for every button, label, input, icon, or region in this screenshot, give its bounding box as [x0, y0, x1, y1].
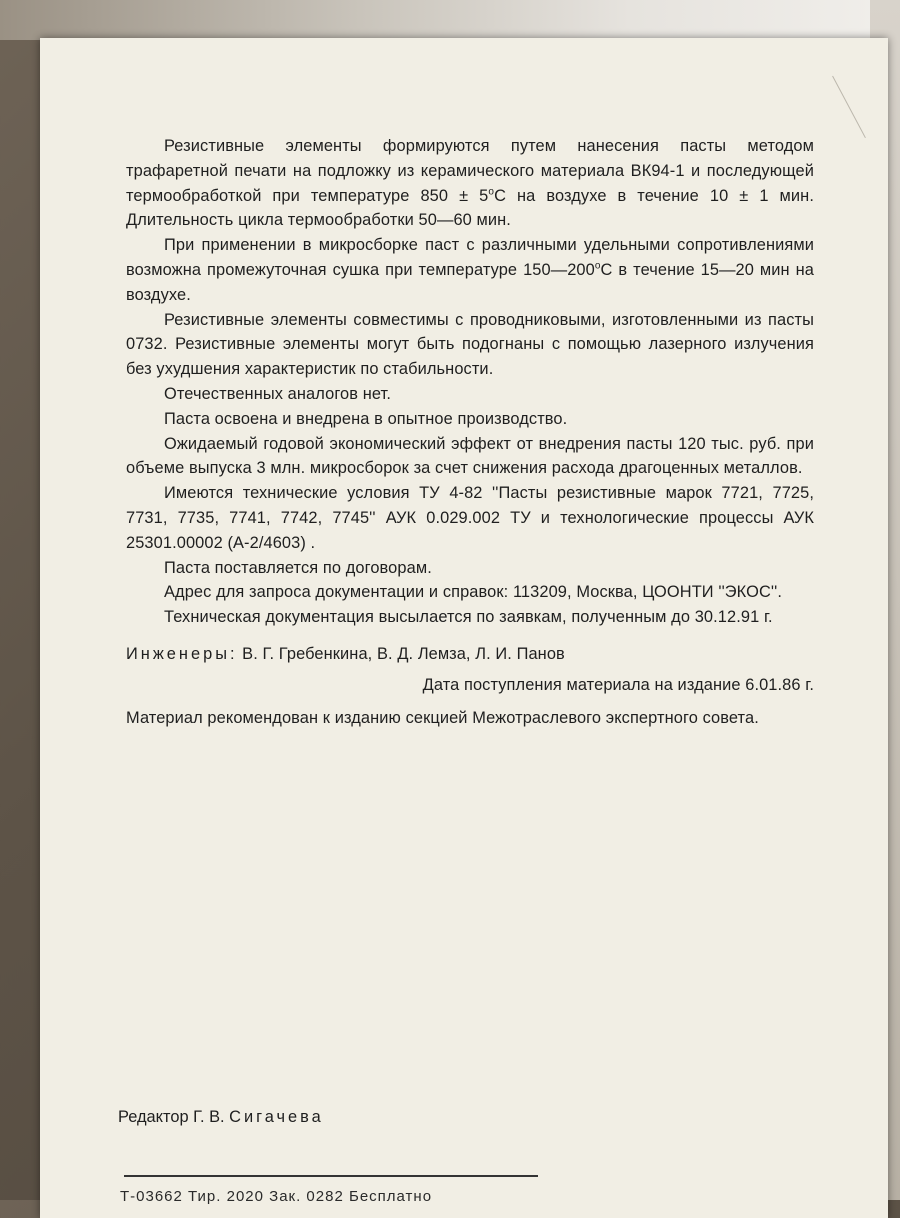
paragraph-6: Ожидаемый годовой экономический эффект от внедрения пасты 120 тыс. руб. при объеме выпуска 3 млн. микросборок за счет снижения расхода драгоценных металлов. [126, 434, 814, 478]
engineers-label: Инженеры: [126, 644, 238, 663]
paragraph-3: Резистивные элементы совместимы с проводниковыми, изготовленными из пасты 0732. Резистивные элементы могут быть подогнаны с помощью лазерного излучения без ухудшения характеристик по стабильности. [126, 310, 814, 379]
imprint-line: Т-03662 Тир. 2020 Зак. 0282 Бесплатно [120, 1188, 433, 1205]
engineers-names: В. Г. Гребенкина, В. Д. Лемза, Л. И. Панов [237, 644, 565, 663]
paragraph-1: Резистивные элементы формируются путем нанесения пасты методом трафаретной печати на подложку из керамического материала ВК94-1 и последующей термообработкой при температуре $850 \pm 5^оС$ на воздухе в течение 10 ± 1 мин. Длительность цикла термообработки 50—60 мин. [126, 137, 814, 230]
editor-name: Сигачева [229, 1108, 324, 1126]
paragraph-4: Отечественных аналогов нет. [164, 384, 391, 403]
paragraph-10: Техническая документация высылается по заявкам, полученным до 30.12.91 г. [164, 608, 773, 627]
editor-label: Редактор Г. В. [118, 1108, 230, 1126]
paragraph-2: При применении в микросборке паст с различными удельными сопротивлениями возможна промежуточная сушка при температуре $150—200^оС$ в течение 15—20 мин на воздухе. [126, 236, 814, 304]
date-received: Дата поступления материала на издание 6.01.86 г. [422, 675, 814, 694]
recommendation: Материал рекомендован к изданию секцией Межотраслевого экспертного совета. [126, 708, 759, 727]
divider-rule [124, 1175, 538, 1177]
paragraph-9: Адрес для запроса документации и справок: 113209, Москва, ЦООНТИ ''ЭКОС''. [164, 583, 783, 602]
editor-line [118, 1108, 324, 1127]
paragraph-5: Паста освоена и внедрена в опытное производство. [164, 409, 568, 428]
document-page [40, 38, 888, 1218]
body-text [126, 134, 814, 730]
engineers-line [126, 642, 814, 667]
paragraph-7: Имеются технические условия ТУ 4-82 ''Пасты резистивные марок 7721, 7725, 7731, 7735, 7741, 7742, 7745'' АУК 0.029.002 ТУ и технологические процессы АУК 25301.00002 (А-2/4603) . [126, 484, 814, 552]
background-surface-top [0, 0, 900, 40]
paragraph-8: Паста поставляется по договорам. [164, 558, 432, 577]
